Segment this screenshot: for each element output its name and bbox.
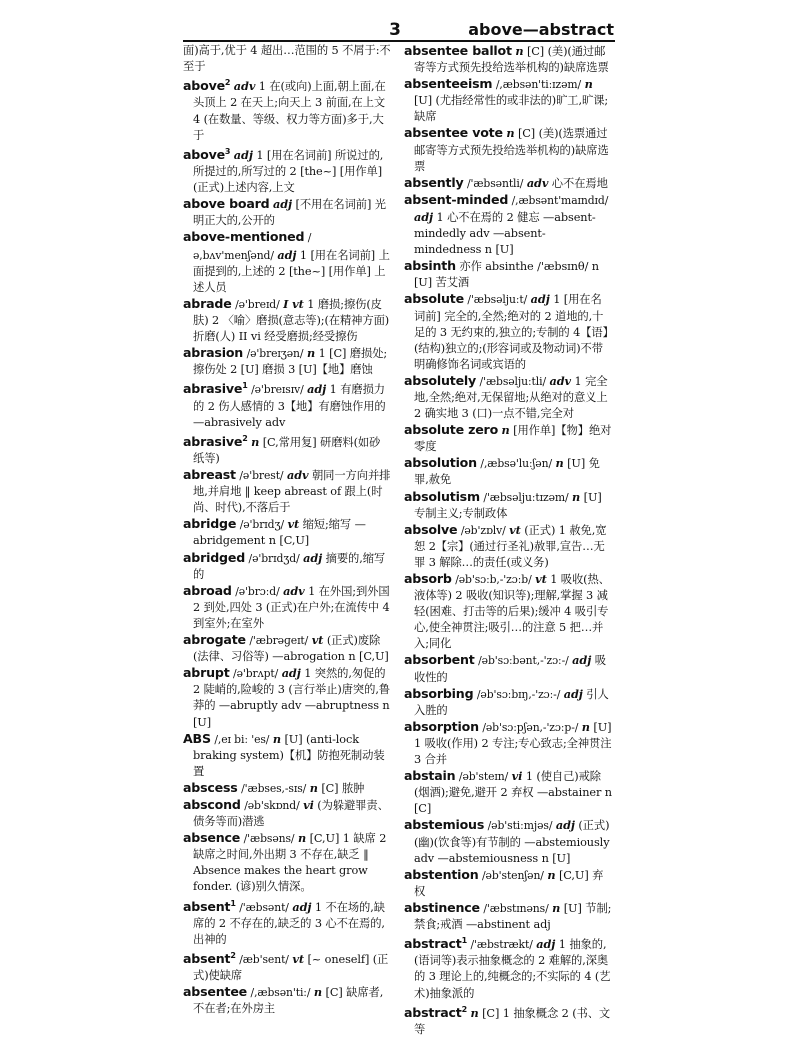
entry-part-of-speech: n: [506, 126, 515, 141]
entry-pronunciation: /əb'sɔːpʃən,-'zɔːp-/: [482, 720, 579, 734]
entry-part-of-speech: n: [572, 489, 581, 504]
entry-headword: [183, 78, 230, 93]
entry-part-of-speech: adj: [530, 292, 550, 307]
dictionary-entry: [183, 797, 391, 830]
right-column: [404, 43, 612, 1036]
headword-text: abrasive: [183, 433, 243, 449]
entry-definition: 1 磨损;擦伤(皮肤) 2 〈喻〉磨损(意志等);(在精神方面)折磨(人) II vi 经受磨损;经受擦伤: [193, 297, 390, 343]
entry-headword: [183, 665, 230, 680]
dictionary-entry: [404, 291, 612, 372]
entry-part-of-speech: adj: [307, 382, 327, 397]
entry-part-of-speech: adj: [555, 818, 575, 833]
entry-definition: 1 在外国;到外国 2 到处,四处 3 (正式)在户外;在流传中 4 到室外;在室外: [193, 584, 390, 630]
entry-headword: [183, 731, 211, 746]
entry-definition: 1 [用在名词前] 上面提到的,上述的 2 [the~] [用作单] 上述人员: [193, 248, 390, 294]
entry-headword: [404, 867, 479, 882]
headword-text: abscond: [183, 796, 241, 812]
headword-text: absentee ballot: [404, 43, 512, 58]
entry-definition: (正式)废除(法律、习俗等) —abrogation n [C,U]: [193, 634, 389, 664]
dictionary-entry: [183, 550, 391, 583]
headword-text: absolve: [404, 521, 458, 537]
entry-definition: [U] (anti-lock braking system)【机】防抱死制动装置: [193, 732, 385, 778]
headword-text: above: [183, 146, 225, 162]
entry-part-of-speech: adj: [536, 937, 556, 952]
dictionary-entry: [183, 144, 391, 196]
entry-part-of-speech: n: [501, 423, 510, 438]
entry-part-of-speech: adj: [303, 550, 323, 565]
entry-pronunciation: /æb'sent/: [239, 953, 289, 967]
homograph-number: 2: [230, 951, 236, 960]
entry-definition: 1 吸收(热、液体等) 2 吸收(知识等);理解,掌握 3 减轻(困难、打击等的后果);缓冲 4 吸引专心,使全神贯注;吸引…的注意 5 把…并入;同化: [414, 573, 610, 651]
dictionary-entry: [404, 900, 612, 933]
homograph-number: 2: [461, 1004, 467, 1014]
entry-pronunciation: /,eɪ biː 'es/: [214, 732, 270, 746]
entry-definition: 1 突然的,匆促的 2 陡峭的,险峻的 3 (言行举止)唐突的,鲁莽的 —abruptly adv —abruptness n [U]: [193, 667, 391, 729]
dictionary-entry: [183, 948, 391, 984]
entry-definition: 1 (使自己)戒除(烟酒);避免,避开 2 弃权 —abstainer n [C]: [414, 770, 612, 816]
entry-pronunciation: /ə'brɪdʒ/: [239, 518, 284, 532]
entry-pronunciation: /ə'brest/: [239, 469, 284, 483]
entry-headword: [404, 422, 498, 437]
entry-headword: [404, 900, 480, 915]
entry-definition: 1 [用在名词前] 完全的,全然;绝对的 2 道地的,十足的 3 无约束的,独立的;专制的 4【语】(结构)独立的;(形容词或及物动词)不带明确修饰名词或宾语的: [414, 293, 609, 371]
entry-definition: (为躲避罪责、债务等而)潜逃: [193, 798, 389, 829]
dictionary-entry: [404, 43, 612, 76]
dictionary-entry: [404, 1002, 612, 1038]
entry-pronunciation: /,æbsən'tiː/: [250, 986, 311, 1000]
entry-headword: [404, 43, 512, 58]
dictionary-entry: [183, 296, 391, 345]
entry-headword: [404, 768, 455, 783]
dictionary-entry: [183, 665, 391, 730]
entry-headword: [404, 291, 464, 306]
homograph-number: 1: [461, 936, 467, 946]
entry-part-of-speech: vt: [535, 572, 547, 586]
entry-headword: [183, 196, 270, 211]
dictionary-entry: [183, 731, 391, 780]
entry-headword: [404, 1005, 467, 1020]
entry-definition: [C,U] 1 缺席 2 缺席之时间,外出期 3 不存在,缺乏 ‖ Absence makes the heart grow fonder. (谚)别久情深。: [193, 832, 387, 894]
dictionary-entry: [404, 686, 612, 719]
dictionary-entry: [183, 984, 391, 1017]
entry-headword: [404, 192, 508, 207]
dictionary-entry: [404, 422, 612, 455]
entry-headword: [404, 686, 473, 701]
entry-headword: [404, 489, 480, 504]
entry-definition: 面)高于,优于 4 超出…范围的 5 不屑于:不至于: [183, 44, 391, 74]
entry-headword: [183, 830, 240, 845]
entry-definition: [C] 脓肿: [321, 781, 365, 795]
entry-definition: [U] 免罪,赦免: [414, 457, 600, 487]
entry-definition: [不用在名词前] 光明正大的,公开的: [193, 198, 387, 228]
entry-part-of-speech: adv: [286, 468, 309, 483]
homograph-number: 1: [230, 898, 236, 908]
entry-part-of-speech: n: [313, 985, 323, 1000]
headword-text: abstinence: [404, 899, 480, 915]
dictionary-entry: [404, 522, 612, 571]
entry-headword: [404, 936, 467, 951]
entry-part-of-speech: n: [272, 731, 281, 746]
entry-definition: 1 有磨损力的 2 伤人感情的 3【地】有磨蚀作用的 —abrasively adv: [193, 383, 386, 429]
dictionary-entry: [404, 125, 612, 174]
entry-pronunciation: /ə'breɪsɪv/: [251, 383, 304, 397]
entry-pronunciation: /'æbsənt/: [239, 900, 289, 914]
dictionary-entry: [404, 652, 612, 685]
entry-definition: [U] 1 吸收(作用) 2 专注;专心致志;全神贯注 3 合并: [414, 720, 612, 767]
homograph-number: 2: [224, 78, 231, 88]
entry-part-of-speech: adj: [572, 653, 592, 668]
headword-text: absenteeism: [404, 76, 493, 92]
dictionary-entry: [404, 192, 612, 258]
entry-pronunciation: /'æbses,-sɪs/: [241, 781, 307, 795]
headword-text: abstract: [404, 936, 462, 952]
entry-pronunciation: /,æbsən'tiːɪzəm/: [495, 78, 582, 92]
headword-text: absent-minded: [404, 191, 509, 207]
entry-pronunciation: /'æbrəɡeɪt/: [249, 634, 309, 648]
entry-definition: 亦作 absinthe /'æbsɪnθ/ n [U] 苦艾酒: [414, 260, 599, 290]
entry-headword: [404, 571, 452, 586]
dictionary-entry: [183, 345, 391, 378]
entry-part-of-speech: vt: [292, 952, 304, 967]
entry-headword: [183, 984, 247, 999]
entry-definition: [C] 1 抽象概念 2 (书、文等: [414, 1006, 611, 1036]
entry-definition: 1 [用在名词前] 所说过的,所提过的,所写过的 2 [the~] [用作单] (正式)上述内容,上文: [193, 148, 384, 195]
entry-headword: [183, 229, 304, 244]
header-rule: [183, 40, 615, 42]
entry-headword: [183, 899, 236, 914]
dictionary-entry: [404, 817, 612, 866]
entry-pronunciation: /,æbsənt'maɪndɪd/: [511, 193, 609, 207]
headword-text: absentee vote: [404, 125, 503, 141]
headword-text: above-mentioned: [183, 229, 305, 245]
left-column: [183, 43, 391, 1016]
headword-text: absolution: [404, 455, 477, 471]
entry-pronunciation: /ə'breɪd/: [235, 297, 280, 311]
entry-part-of-speech: adv: [549, 373, 572, 388]
entry-headword: [183, 345, 243, 360]
entry-pronunciation: /'æbsəntli/: [466, 176, 524, 190]
entry-pronunciation: /'æbsəljuːtɪzəm/: [483, 490, 569, 504]
entry-headword: [183, 296, 232, 311]
homograph-number: 2: [242, 433, 248, 443]
homograph-number: 3: [224, 146, 231, 156]
dictionary-entry: [183, 43, 391, 75]
entry-headword: [404, 455, 477, 470]
entry-part-of-speech: n: [251, 434, 260, 449]
entry-pronunciation: /'æbstɪnəns/: [483, 901, 549, 915]
headword-text: absent: [183, 898, 231, 914]
entry-headword: [183, 516, 236, 531]
entry-part-of-speech: adj: [281, 666, 301, 681]
dictionary-entry: [404, 76, 612, 125]
entry-part-of-speech: I vt: [283, 296, 304, 311]
dictionary-entry: [183, 632, 391, 665]
dictionary-entry: [183, 196, 391, 229]
entry-headword: [183, 583, 232, 598]
entry-headword: [404, 125, 503, 140]
headword-text: abrade: [183, 295, 232, 311]
headword-text: abridged: [183, 549, 246, 565]
entry-pronunciation: /əb'skɒnd/: [244, 798, 300, 812]
entry-definition: 1 完全地,全然;绝对,无保留地;从绝对的意义上 2 确实地 3 (口)一点不错,完全对: [414, 374, 608, 421]
entry-headword: [404, 373, 476, 388]
entry-headword: [183, 434, 248, 449]
homograph-number: 1: [242, 381, 248, 391]
entry-headword: [404, 175, 463, 190]
headword-text: abstemious: [404, 817, 485, 833]
entry-definition: 1 [C] 磨损处;擦伤处 2 [U] 磨损 3 [U]【地】磨蚀: [193, 347, 388, 377]
headword-text: abstain: [404, 768, 456, 784]
headword-text: absinth: [404, 258, 456, 274]
dictionary-entry: [183, 830, 391, 895]
entry-pronunciation: /əb'zɒlv/: [460, 523, 506, 537]
dictionary-entry: [404, 571, 612, 652]
entry-part-of-speech: adj: [292, 899, 312, 914]
entry-definition: 缩短;缩写 —abridgement n [C,U]: [193, 518, 366, 548]
entry-definition: 1 在(或向)上面,朝上面,在头顶上 2 在天上;向天上 3 前面,在上文 4 (在数量、等级、权力等方面)多于,大于: [193, 80, 386, 142]
entry-part-of-speech: n: [297, 831, 307, 846]
dictionary-entry: [183, 467, 391, 516]
dictionary-entry: [183, 780, 391, 797]
dictionary-entry: [404, 768, 612, 817]
headword-text: absorbing: [404, 685, 474, 701]
headword-text: abrasive: [183, 381, 243, 397]
entry-headword: [183, 780, 238, 795]
headword-text: absorb: [404, 571, 452, 586]
entry-headword: [404, 652, 475, 667]
entry-part-of-speech: adv: [283, 583, 305, 598]
entry-definition: [U] (尤指经常性的或非法的)旷工,旷课;缺席: [414, 94, 609, 124]
headword-text: abroad: [183, 582, 232, 598]
entry-pronunciation: /,æbsə'luːʃən/: [480, 457, 552, 471]
entry-definition: 朝同一方向并排地,并肩地 ‖ keep abreast of 跟上(时尚、时代),不落后于: [193, 469, 391, 515]
entry-definition: 心不在焉地: [551, 176, 608, 190]
dictionary-entry: [404, 258, 612, 291]
entry-definition: [C,U] 弃权: [414, 868, 604, 898]
entry-definition: [U] 节制;禁食;戒酒 —abstinent adj: [414, 901, 612, 931]
entry-definition: [C,常用复] 研磨料(如砂纸等): [193, 435, 381, 465]
headword-text: absolutism: [404, 488, 480, 504]
headword-text: above board: [183, 196, 270, 212]
entry-definition: [U] 专制主义;专制政体: [414, 490, 602, 520]
entry-headword: [183, 632, 246, 647]
entry-part-of-speech: vt: [311, 633, 324, 648]
headword-text: abscess: [183, 779, 238, 795]
dictionary-entry: [404, 489, 612, 522]
entry-definition: 摘要的,缩写的: [193, 551, 386, 581]
entry-definition: [用作单]【物】绝对零度: [414, 424, 612, 454]
dictionary-entry: [404, 175, 612, 192]
entry-pronunciation: /əb'stenʃən/: [482, 868, 544, 882]
entry-pronunciation: /'æbsəljuːt/: [467, 293, 528, 307]
entry-headword: [183, 467, 236, 482]
dictionary-entry: [183, 896, 391, 948]
entry-headword: [404, 76, 492, 91]
dictionary-entry: [183, 75, 391, 144]
entry-part-of-speech: adv: [526, 175, 549, 190]
headword-text: absorbent: [404, 652, 475, 668]
headword-text: abrupt: [183, 665, 230, 681]
entry-definition: 1 心不在焉的 2 健忘 —absent-mindedly adv —absent-mindedness n [U]: [414, 210, 596, 257]
entry-headword: [404, 522, 457, 537]
headword-text: absorption: [404, 718, 479, 734]
dictionary-entry: [183, 583, 391, 632]
entry-headword: [183, 147, 230, 162]
entry-pronunciation: /ə'brʌpt/: [233, 667, 279, 681]
dictionary-entry: [404, 867, 612, 900]
entry-definition: 引人入胜的: [414, 687, 609, 717]
entry-pronunciation: /əb'sɔːb,-'zɔːb/: [455, 573, 532, 586]
entry-headword: [183, 797, 241, 812]
entry-definition: 1 不在场的,缺席的 2 不存在的,缺乏的 3 心不在焉的,出神的: [193, 900, 385, 946]
entry-part-of-speech: adv: [233, 79, 256, 94]
entry-part-of-speech: n: [555, 456, 564, 471]
headword-text: absence: [183, 830, 241, 846]
entry-headword: [404, 817, 484, 832]
entry-part-of-speech: vi: [303, 797, 314, 812]
entry-headword: [404, 258, 456, 273]
entry-definition: 吸收性的: [414, 654, 606, 684]
dictionary-entry: [183, 229, 391, 295]
entry-definition: [C] (美)(选票通过邮寄等方式预先投给选举机构的)缺席选票: [414, 127, 609, 173]
guide-words: above—abstract: [468, 20, 614, 39]
headword-text: absolutely: [404, 372, 477, 388]
entry-pronunciation: /əb'sɔːbɪŋ,-'zɔː-/: [476, 687, 561, 701]
entry-pronunciation: /'æbsəns/: [243, 832, 295, 846]
entry-pronunciation: /'æbstrækt/: [470, 938, 533, 952]
entry-pronunciation: /ə'brɪdʒd/: [248, 551, 300, 565]
entry-part-of-speech: n: [547, 867, 556, 882]
dictionary-entry: [404, 719, 612, 768]
entry-pronunciation: /əb'steɪn/: [458, 770, 509, 784]
headword-text: absently: [404, 174, 464, 190]
entry-definition: [C] 缺席者,不在者;在外房主: [193, 986, 384, 1016]
entry-part-of-speech: vt: [509, 522, 521, 537]
entry-part-of-speech: adj: [233, 147, 253, 162]
dictionary-entry: [404, 373, 612, 422]
entry-headword: [183, 381, 248, 396]
dictionary-entry: [183, 431, 391, 467]
entry-definition: (正式) 1 赦免,宽恕 2【宗】(通过行圣礼)赦罪,宣告…无罪 3 解除…的责任(或义务): [414, 523, 607, 569]
entry-headword: [404, 719, 479, 734]
entry-part-of-speech: n: [581, 719, 590, 734]
page-number: 3: [389, 20, 401, 40]
entry-part-of-speech: adj: [414, 209, 434, 224]
entry-definition: (正式)(幽)(饮食等)有节制的 —abstemiously adv —abstemiousness n [U]: [414, 819, 610, 865]
entry-pronunciation: /əb'sɔːbənt,-'zɔː-/: [478, 654, 569, 668]
entry-pronunciation: /ə'brɔːd/: [235, 584, 280, 598]
entry-part-of-speech: vi: [511, 769, 523, 784]
headword-text: above: [183, 78, 225, 94]
headword-text: absolute: [404, 291, 464, 307]
entry-pronunciation: /əb'stiːmjəs/: [487, 819, 553, 833]
entry-part-of-speech: n: [306, 346, 316, 361]
headword-text: abrasion: [183, 345, 244, 361]
headword-text: absolute zero: [404, 422, 499, 438]
dictionary-entry: [404, 455, 612, 488]
entry-headword: [183, 951, 236, 966]
headword-text: absentee: [183, 984, 248, 1000]
headword-text: abstract: [404, 1004, 462, 1020]
headword-text: abrogate: [183, 632, 246, 648]
dictionary-entry: [404, 933, 612, 1002]
entry-definition: [~ oneself] (正式)使缺席: [193, 953, 389, 983]
entry-definition: [C] (美)(通过邮寄等方式预先投给选举机构的)缺席选票: [414, 45, 609, 75]
entry-pronunciation: /ə,bʌv'menʃənd/: [193, 231, 312, 262]
headword-text: abstention: [404, 866, 479, 882]
entry-part-of-speech: n: [584, 77, 593, 92]
entry-part-of-speech: n: [470, 1005, 479, 1020]
headword-text: ABS: [183, 730, 211, 746]
entry-pronunciation: /ə'breɪʒən/: [246, 347, 304, 361]
entry-part-of-speech: adj: [273, 197, 293, 212]
dictionary-entry: [183, 378, 391, 430]
entry-part-of-speech: n: [309, 780, 318, 795]
entry-part-of-speech: vt: [287, 517, 300, 532]
entry-pronunciation: /'æbsəljuːtli/: [479, 374, 547, 388]
entry-part-of-speech: adj: [563, 686, 583, 701]
entry-part-of-speech: adj: [277, 247, 297, 262]
entry-headword: [183, 550, 245, 565]
entry-part-of-speech: n: [515, 44, 524, 58]
headword-text: abridge: [183, 516, 237, 532]
entry-part-of-speech: n: [552, 900, 561, 915]
headword-text: absent: [183, 951, 231, 967]
entry-definition: 1 抽象的,(语词等)表示抽象概念的 2 难解的,深奥的 3 理论上的,纯概念的;不实际的 4 (艺术)抽象派的: [414, 938, 611, 1000]
dictionary-entry: [183, 516, 391, 549]
headword-text: abreast: [183, 467, 236, 483]
